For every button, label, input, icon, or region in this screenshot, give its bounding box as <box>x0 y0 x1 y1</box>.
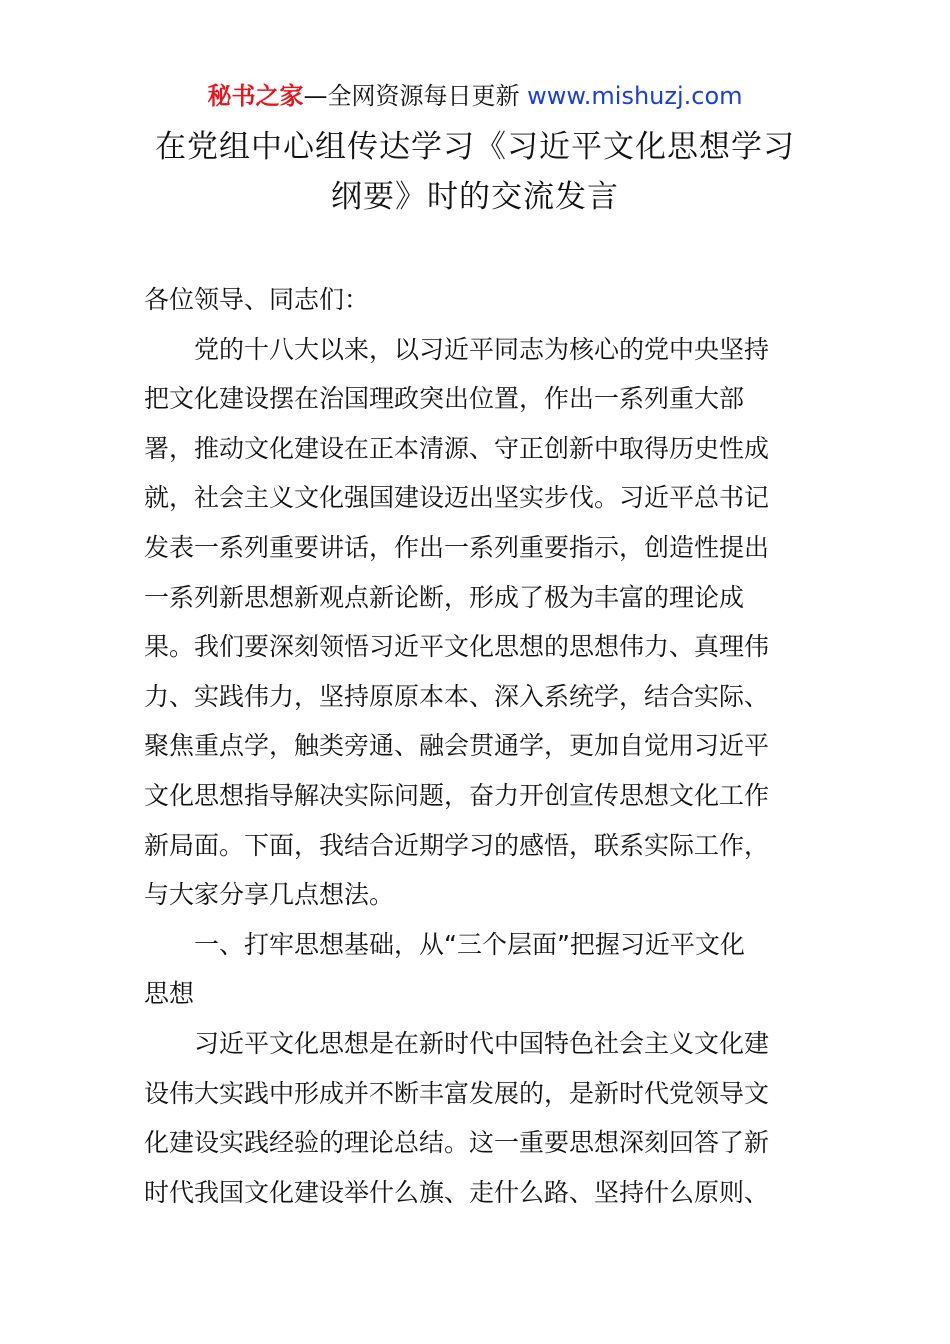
heading-line: 思想 <box>144 979 195 1009</box>
paragraph-line: 化建设实践经验的理论总结。这一重要思想深刻回答了新 <box>144 1128 770 1158</box>
paragraph-line: 聚焦重点学，触类旁通、融会贯通学，更加自觉用习近平 <box>144 731 770 761</box>
site-header <box>0 78 950 114</box>
paragraph-line: 文化思想指导解决实际问题，奋力开创宣传思想文化工作 <box>144 780 770 810</box>
paragraph-section-1 <box>144 1019 809 1217</box>
site-url-link[interactable]: www.mishuzj.com <box>527 82 743 110</box>
paragraph-line: 就，社会主义文化强国建设迈出坚实步伐。习近平总书记 <box>144 483 770 513</box>
heading-line: 一、打牢思想基础，从“三个层面”把握习近平文化 <box>194 929 745 959</box>
document-body <box>144 275 809 1217</box>
paragraph-line: 新局面。下面，我结合近期学习的感悟，联系实际工作， <box>144 830 770 860</box>
paragraph-line: 时代我国文化建设举什么旗、走什么路、坚持什么原则、 <box>144 1177 770 1207</box>
document-title <box>100 122 850 222</box>
paragraph-line: 习近平文化思想是在新时代中国特色社会主义文化建 <box>194 1028 770 1058</box>
title-line: 在党组中心组传达学习《习近平文化思想学习 <box>155 129 795 165</box>
section-heading-1 <box>144 920 809 1019</box>
salutation-text: 各位领导、同志们： <box>144 285 370 314</box>
paragraph-line: 与大家分享几点想法。 <box>144 880 395 910</box>
paragraph-line: 党的十八大以来，以习近平同志为核心的党中央坚持 <box>194 334 770 364</box>
paragraph-line: 发表一系列重要讲话，作出一系列重要指示，创造性提出 <box>144 532 770 562</box>
site-brand: 秘书之家 <box>207 82 304 110</box>
paragraph-line: 果。我们要深刻领悟习近平文化思想的思想伟力、真理伟 <box>144 632 770 662</box>
paragraph-line: 设伟大实践中形成并不断丰富发展的，是新时代党领导文 <box>144 1078 770 1108</box>
paragraph-line: 一系列新思想新观点新论断，形成了极为丰富的理论成 <box>144 582 745 612</box>
paragraph-intro <box>144 325 809 920</box>
title-line: 纲要》时的交流发言 <box>331 179 619 215</box>
paragraph-line: 把文化建设摆在治国理政突出位置，作出一系列重大部 <box>144 384 745 414</box>
salutation <box>144 275 809 325</box>
site-tagline: —全网资源每日更新 <box>303 82 528 110</box>
paragraph-line: 力、实践伟力，坚持原原本本、深入系统学，结合实际、 <box>144 681 770 711</box>
paragraph-line: 署，推动文化建设在正本清源、守正创新中取得历史性成 <box>144 433 770 463</box>
